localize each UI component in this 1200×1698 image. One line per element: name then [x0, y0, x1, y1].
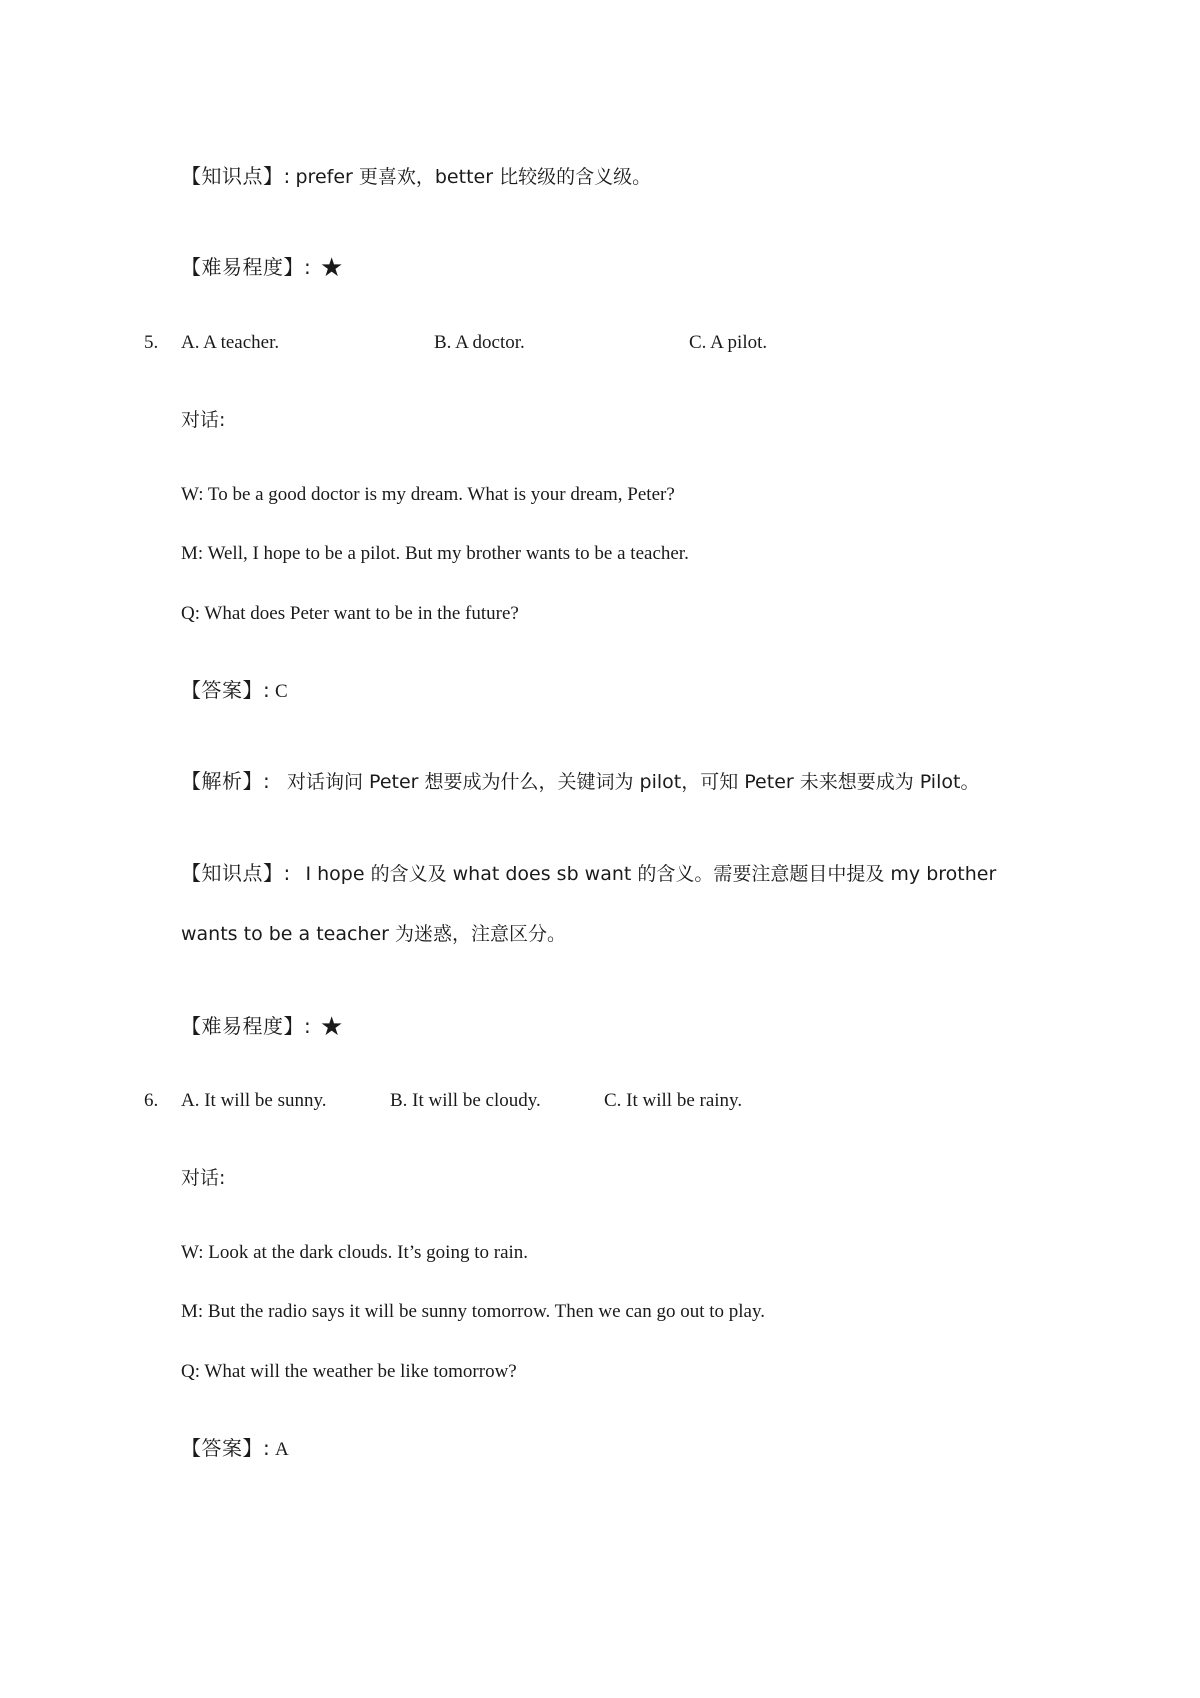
option-b: B. A doctor.: [434, 332, 525, 353]
option-c: C. A pilot.: [689, 332, 768, 353]
option-b: B. It will be cloudy.: [390, 1090, 541, 1111]
dialogue-heading: 对话:: [181, 1167, 226, 1189]
difficulty-row: [181, 1014, 343, 1040]
answer-label: 【答案】:: [181, 678, 271, 702]
knowledge-label: 【知识点】:: [181, 861, 291, 885]
dialogue-line: Q: What will the weather be like tomorrow?: [181, 1361, 517, 1382]
star-icon: ★: [320, 253, 344, 282]
dialogue-line: W: Look at the dark clouds. It’s going to rain.: [181, 1242, 529, 1263]
answer-row: [181, 678, 288, 704]
question-number: 5.: [144, 332, 159, 353]
answer-label: 【答案】:: [181, 1436, 271, 1460]
dialogue-line: W: To be a good doctor is my dream. What is your dream, Peter?: [181, 484, 675, 505]
option-a: A. A teacher.: [181, 332, 280, 353]
difficulty-row: [181, 255, 343, 281]
dialogue-line: M: Well, I hope to be a pilot. But my brother wants to be a teacher.: [181, 543, 689, 564]
knowledge-text: prefer 更喜欢，better 比较级的含义级。: [295, 166, 652, 188]
question-number: 6.: [144, 1090, 159, 1111]
analysis-label: 【解析】:: [181, 769, 271, 793]
dialogue-heading: 对话:: [181, 409, 226, 431]
option-a: A. It will be sunny.: [181, 1090, 327, 1111]
answer-value: C: [275, 681, 288, 702]
dialogue-line: M: But the radio says it will be sunny tomorrow. Then we can go out to play.: [181, 1301, 765, 1322]
difficulty-label: 【难易程度】:: [181, 1014, 312, 1038]
knowledge-point-row: [181, 861, 996, 887]
analysis-row: [181, 769, 979, 795]
star-icon: ★: [320, 1012, 344, 1041]
knowledge-text-continued: wants to be a teacher 为迷惑，注意区分。: [181, 923, 567, 945]
knowledge-label: 【知识点】:: [181, 164, 291, 188]
analysis-text: 对话询问 Peter 想要成为什么，关键词为 pilot，可知 Peter 未来想要成为 Pilot。: [287, 771, 980, 793]
answer-row: [181, 1436, 289, 1462]
dialogue-line: Q: What does Peter want to be in the future?: [181, 603, 519, 624]
knowledge-point-row: [181, 164, 651, 190]
knowledge-text: I hope 的含义及 what does sb want 的含义。需要注意题目中提及 my brother: [305, 863, 997, 885]
answer-value: A: [275, 1439, 289, 1460]
option-c: C. It will be rainy.: [604, 1090, 743, 1111]
difficulty-label: 【难易程度】:: [181, 255, 312, 279]
